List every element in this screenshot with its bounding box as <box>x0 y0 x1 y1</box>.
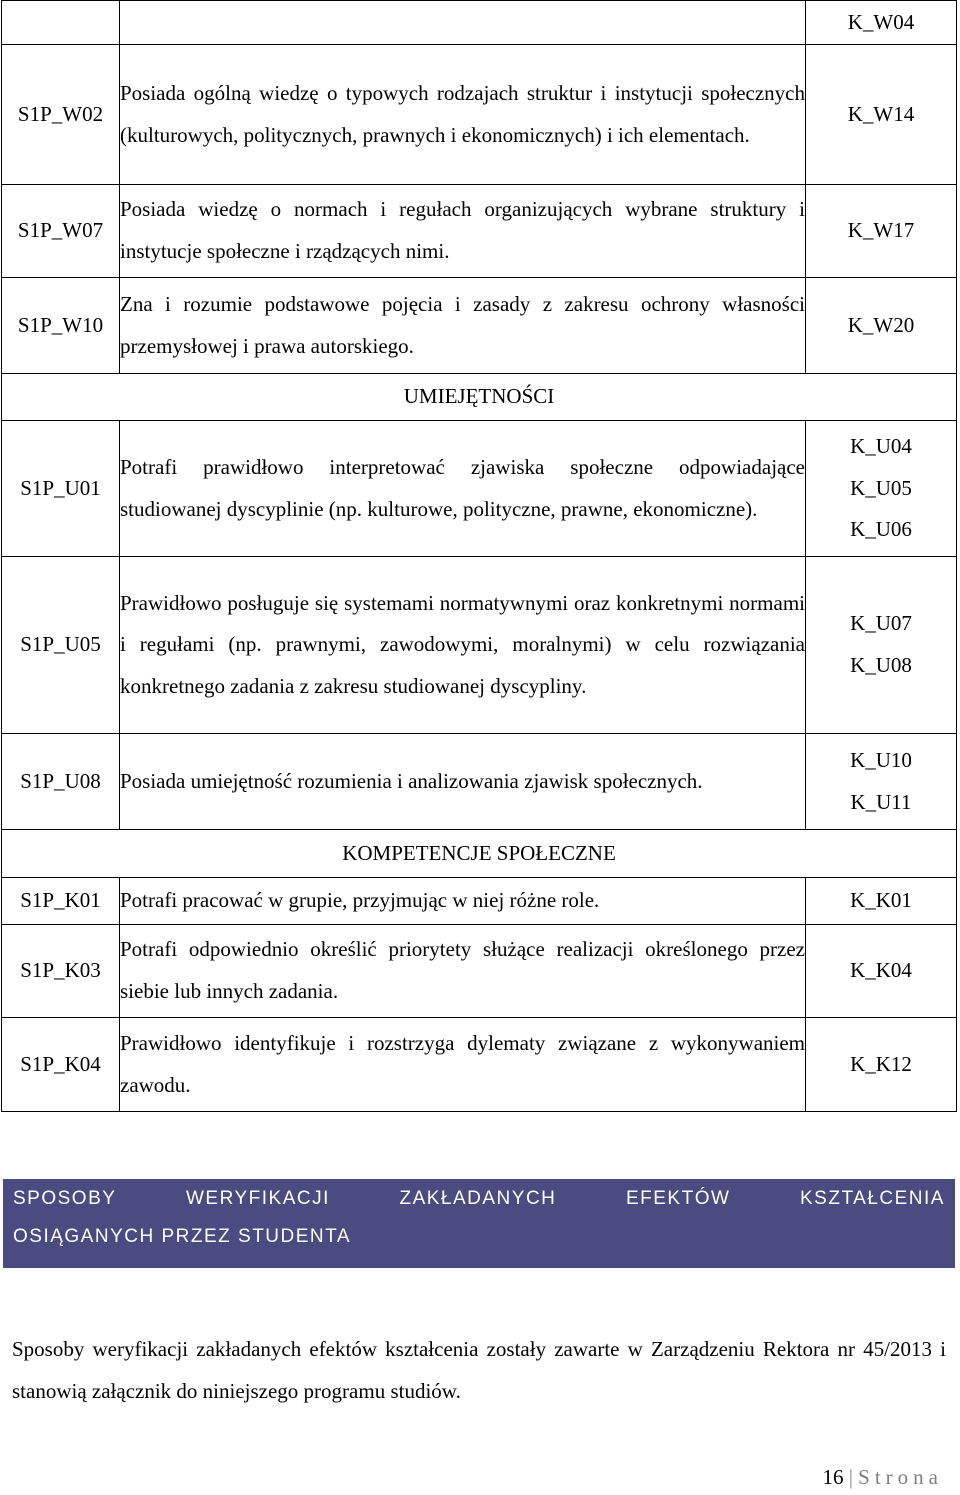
outcome-description: Posiada wiedzę o normach i regułach organizujących wybrane struktury i instytucje społeczne i rządzących nimi. <box>120 185 806 278</box>
ref-cell: K_W20 <box>806 278 957 374</box>
outcome-description: Potrafi prawidłowo interpretować zjawiska społeczne odpowiadające studiowanej dyscyplinie (np. kulturowe, polityczne, prawne, ekonomiczne). <box>120 421 806 557</box>
ref-list <box>806 734 957 830</box>
ref-list <box>806 421 957 557</box>
outcome-code: S1P_W07 <box>2 185 120 278</box>
page-number: 16 <box>822 1465 844 1489</box>
ref-item: K_U06 <box>850 517 912 542</box>
banner-word: SPOSOBY <box>13 1188 117 1209</box>
outcome-description: Potrafi pracować w grupie, przyjmując w niej różne role. <box>120 878 806 925</box>
ref-item: K_U07 <box>850 611 912 636</box>
outcome-description: Potrafi odpowiednio określić priorytety służące realizacji określonego przez siebie lub innych zadania. <box>120 925 806 1018</box>
banner-word: WERYFIKACJI <box>186 1188 330 1209</box>
ref-list <box>806 557 957 734</box>
empty-desc-cell <box>120 1 806 45</box>
ref-item: K_U05 <box>850 475 912 500</box>
section-header-row <box>2 374 957 421</box>
page-footer <box>822 1459 943 1495</box>
table-row <box>2 557 957 734</box>
table-row <box>2 1 957 45</box>
outcome-description: Prawidłowo identyfikuje i rozstrzyga dylematy związane z wykonywaniem zawodu. <box>120 1018 806 1112</box>
section-header-row <box>2 830 957 878</box>
outcome-code: S1P_W10 <box>2 278 120 374</box>
section-banner <box>3 1179 955 1268</box>
outcome-description: Posiada ogólną wiedzę o typowych rodzajach struktur i instytucji społecznych (kulturowych, politycznych, prawnych i ekonomicznych) i ich elementach. <box>120 45 806 185</box>
banner-word: ZAKŁADANYCH <box>399 1188 557 1209</box>
outcome-code: S1P_U05 <box>2 557 120 734</box>
banner-line-2: OSIĄGANYCH PRZEZ STUDENTA <box>13 1226 352 1247</box>
outcome-code: S1P_W02 <box>2 45 120 185</box>
table-row <box>2 185 957 278</box>
banner-word: KSZTAŁCENIA <box>800 1188 945 1209</box>
footer-word: Strona <box>858 1465 943 1489</box>
section-header-skills: UMIEJĘTNOŚCI <box>2 374 957 421</box>
outcome-description: Posiada umiejętność rozumienia i analizowania zjawisk społecznych. <box>120 734 806 830</box>
ref-cell: K_K04 <box>806 925 957 1018</box>
table-row <box>2 1018 957 1112</box>
learning-outcomes-table <box>1 0 957 1112</box>
outcome-code: S1P_U01 <box>2 421 120 557</box>
ref-cell: K_W17 <box>806 185 957 278</box>
ref-item: K_U08 <box>850 653 912 677</box>
body-paragraph: Sposoby weryfikacji zakładanych efektów kształcenia zostały zawarte w Zarządzeniu Rektora nr 45/2013 i stanowią załącznik do niniejszego programu studiów. <box>12 1337 946 1403</box>
ref-cell: K_K01 <box>806 878 957 925</box>
outcome-description: Prawidłowo posługuje się systemami normatywnymi oraz konkretnymi normami i regułami (np. prawnymi, zawodowymi, moralnymi) w celu rozwiązania konkretnego zadania z zakresu studiowanej dyscypliny. <box>120 557 806 734</box>
ref-item: K_U10 <box>850 747 912 772</box>
banner-word: EFEKTÓW <box>625 1188 731 1209</box>
ref-item: K_U04 <box>850 434 912 459</box>
outcome-code: S1P_K04 <box>2 1018 120 1112</box>
table-row <box>2 45 957 185</box>
table-row <box>2 734 957 830</box>
table-row <box>2 878 957 925</box>
table-row <box>2 278 957 374</box>
ref-item: K_U11 <box>850 789 912 814</box>
outcome-code: S1P_U08 <box>2 734 120 830</box>
table-row <box>2 925 957 1018</box>
outcome-code: S1P_K01 <box>2 878 120 925</box>
ref-cell: K_K12 <box>806 1018 957 1112</box>
table-row <box>2 421 957 557</box>
outcome-code: S1P_K03 <box>2 925 120 1018</box>
footer-separator: | <box>848 1465 853 1489</box>
ref-cell: K_W04 <box>806 1 957 45</box>
banner-line-1 <box>13 1180 945 1218</box>
section-header-competences: KOMPETENCJE SPOŁECZNE <box>2 830 957 878</box>
outcome-description: Zna i rozumie podstawowe pojęcia i zasady z zakresu ochrony własności przemysłowej i prawa autorskiego. <box>120 278 806 374</box>
ref-cell: K_W14 <box>806 45 957 185</box>
empty-code-cell <box>2 1 120 45</box>
